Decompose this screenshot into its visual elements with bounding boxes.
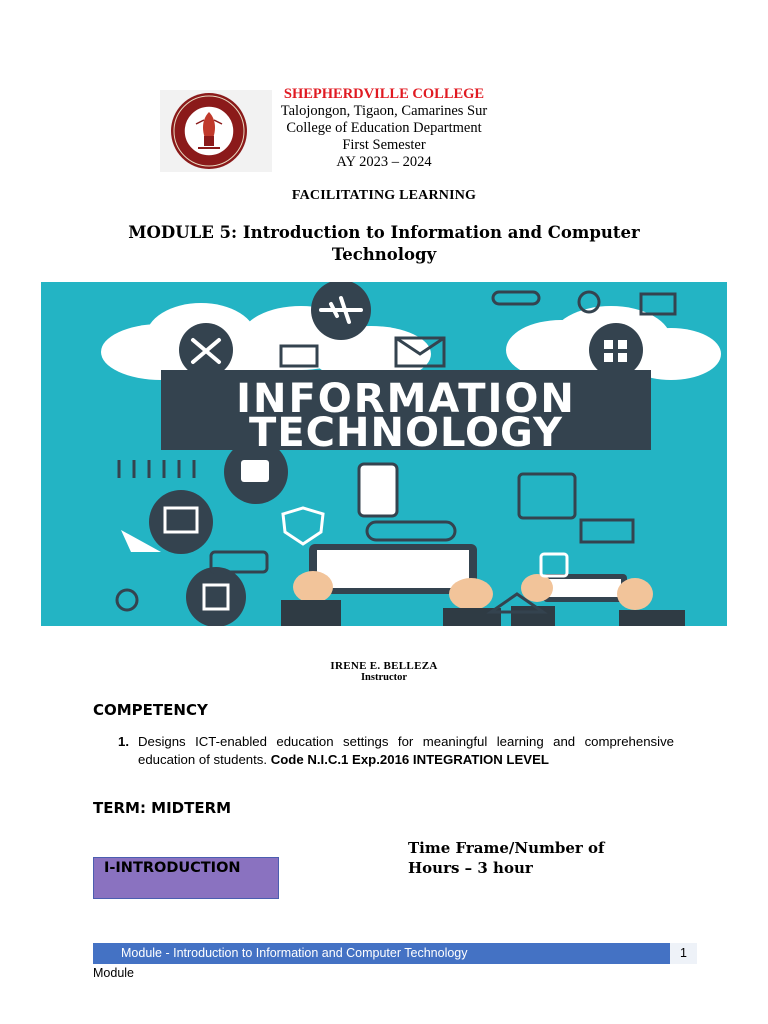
semester: First Semester (342, 137, 426, 153)
competency-heading: COMPETENCY (93, 701, 208, 719)
term-heading: TERM: MIDTERM (93, 799, 232, 817)
department-name: College of Education Department (286, 120, 482, 136)
module-title: MODULE 5: Introduction to Information and Computer Technology (128, 223, 640, 264)
competency-item-text (138, 733, 674, 769)
academic-year: AY 2023 – 2024 (336, 154, 432, 170)
information-technology-banner (41, 282, 727, 626)
banner-line2: TECHNOLOGY (249, 410, 563, 456)
college-seal-logo (160, 90, 272, 172)
banner-line1: INFORMATION (236, 376, 576, 422)
competency-item-number: 1. (118, 734, 129, 749)
footer-module-label: Module (93, 966, 134, 980)
course-title: FACILITATING LEARNING (291, 188, 477, 203)
instructor-block (0, 660, 768, 683)
time-frame (408, 838, 668, 878)
page-number: 1 (670, 943, 697, 964)
introduction-heading-box (93, 857, 279, 899)
instructor-name: IRENE E. BELLEZA (330, 660, 438, 672)
footer-text: Module - Introduction to Information and Computer Technology (121, 946, 468, 960)
time-frame-line1: Time Frame/Number of (408, 839, 605, 857)
introduction-label: I-INTRODUCTION (104, 860, 241, 876)
competency-list-item (118, 733, 674, 769)
footer-bar (93, 943, 697, 964)
college-address: Talojongon, Tigaon, Camarines Sur (280, 103, 488, 119)
college-header (262, 86, 506, 171)
college-name: SHEPHERDVILLE COLLEGE (283, 86, 485, 102)
time-frame-line2: Hours – 3 hour (408, 859, 533, 877)
instructor-role: Instructor (360, 672, 408, 683)
competency-code: Code N.I.C.1 Exp.2016 INTEGRATION LEVEL (270, 752, 549, 767)
competency-description: Designs ICT-enabled education settings for meaningful learning and comprehensive education of students. (138, 734, 674, 767)
